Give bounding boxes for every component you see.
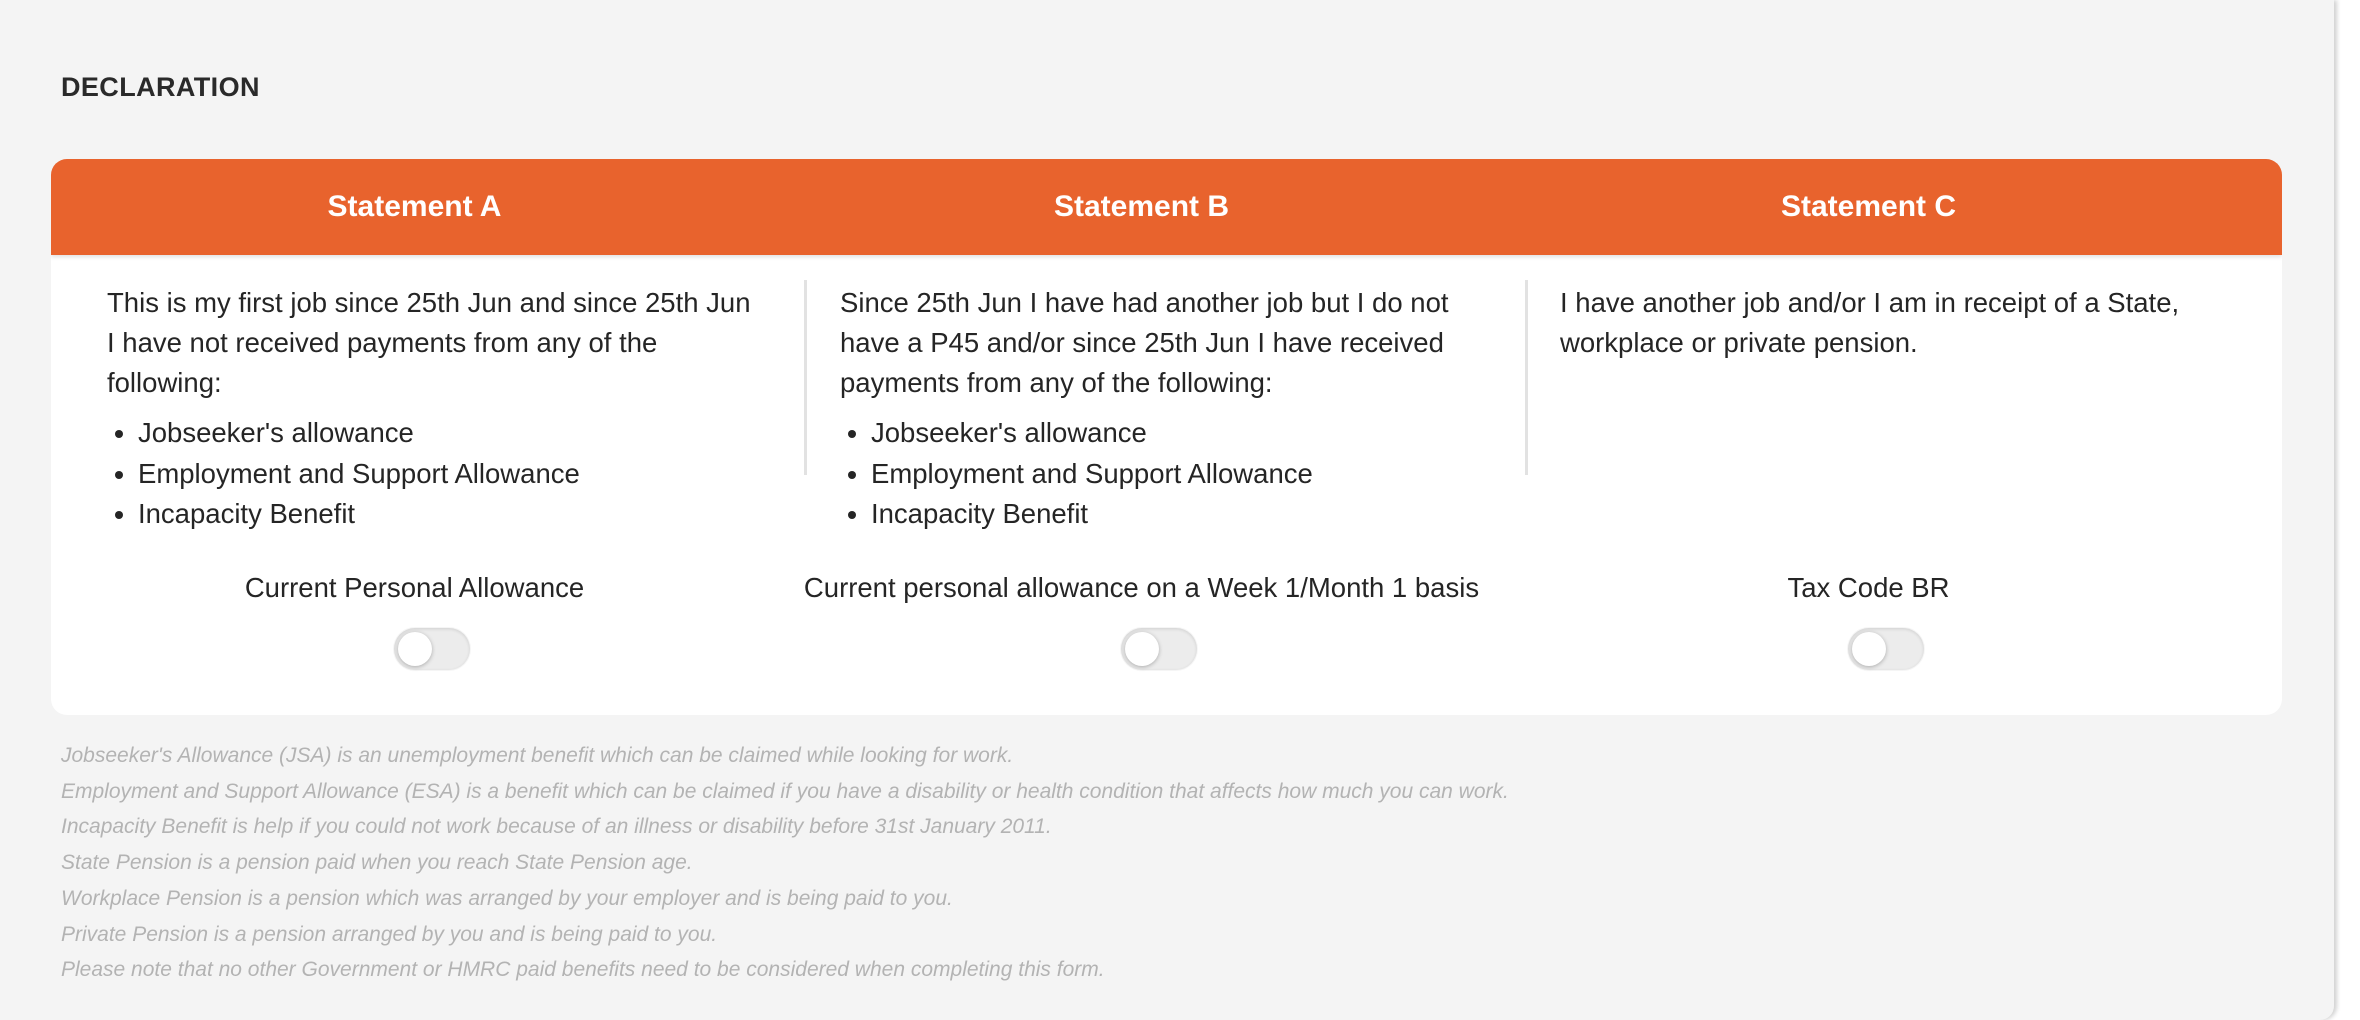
column-divider xyxy=(1525,280,1528,475)
statement-a-header: Statement A xyxy=(327,190,502,223)
toggle-knob xyxy=(1125,632,1159,666)
statement-b-toggle[interactable] xyxy=(1121,628,1197,670)
list-item: • Incapacity Benefit xyxy=(871,494,1490,535)
list-item: • Employment and Support Allowance xyxy=(871,454,1490,495)
statement-b-body xyxy=(840,283,1490,535)
footnote-other-benefits: Please note that no other Government or HMRC paid benefits need to be considered when completing this form. xyxy=(61,958,1105,982)
list-item: • Jobseeker's allowance xyxy=(138,413,757,454)
footnote-state-pension: State Pension is a pension paid when you reach State Pension age. xyxy=(61,851,693,875)
statement-a-option-label: Current Personal Allowance xyxy=(244,572,585,603)
list-item: • Incapacity Benefit xyxy=(138,494,757,535)
statement-c-body xyxy=(1560,283,2200,373)
list-item: • Jobseeker's allowance xyxy=(871,413,1490,454)
list-item: • Employment and Support Allowance xyxy=(138,454,757,495)
statement-c-header: Statement C xyxy=(1780,190,1957,223)
statement-a-body xyxy=(107,283,757,535)
footnote-incapacity: Incapacity Benefit is help if you could not work because of an illness or disability before 31st January 2011. xyxy=(61,815,1052,839)
statement-b-text: Since 25th Jun I have had another job but I do not have a P45 and/or since 25th Jun I have received payments from any of the following: xyxy=(840,287,1449,398)
statement-c-toggle[interactable] xyxy=(1848,628,1924,670)
toggle-knob xyxy=(398,632,432,666)
statements-header xyxy=(51,159,2282,255)
footnote-esa: Employment and Support Allowance (ESA) is a benefit which can be claimed if you have a disability or health condition that affects how much you can work. xyxy=(61,779,1509,803)
statement-b-option-label: Current personal allowance on a Week 1/Month 1 basis xyxy=(803,572,1480,603)
statements-card xyxy=(51,159,2282,715)
toggle-knob xyxy=(1852,632,1886,666)
footnotes xyxy=(61,738,1509,988)
column-divider xyxy=(804,280,807,475)
footnote-jsa: Jobseeker's Allowance (JSA) is an unemployment benefit which can be claimed while looking for work. xyxy=(61,744,1014,767)
statement-b-list xyxy=(840,413,1490,535)
statement-a-toggle[interactable] xyxy=(394,628,470,670)
statement-c-option-label: Tax Code BR xyxy=(1787,572,1950,603)
statement-a-list xyxy=(107,413,757,535)
section-title: DECLARATION xyxy=(61,72,260,102)
statement-a-text: This is my first job since 25th Jun and since 25th Jun I have not received payments from any of the following: xyxy=(107,287,751,398)
statement-b-header: Statement B xyxy=(1053,190,1230,223)
footnote-private-pension: Private Pension is a pension arranged by you and is being paid to you. xyxy=(61,922,718,946)
footnote-workplace-pension: Workplace Pension is a pension which was arranged by your employer and is being paid to you. xyxy=(61,886,953,910)
statement-c-text: I have another job and/or I am in receipt of a State, workplace or private pension. xyxy=(1560,287,2180,358)
